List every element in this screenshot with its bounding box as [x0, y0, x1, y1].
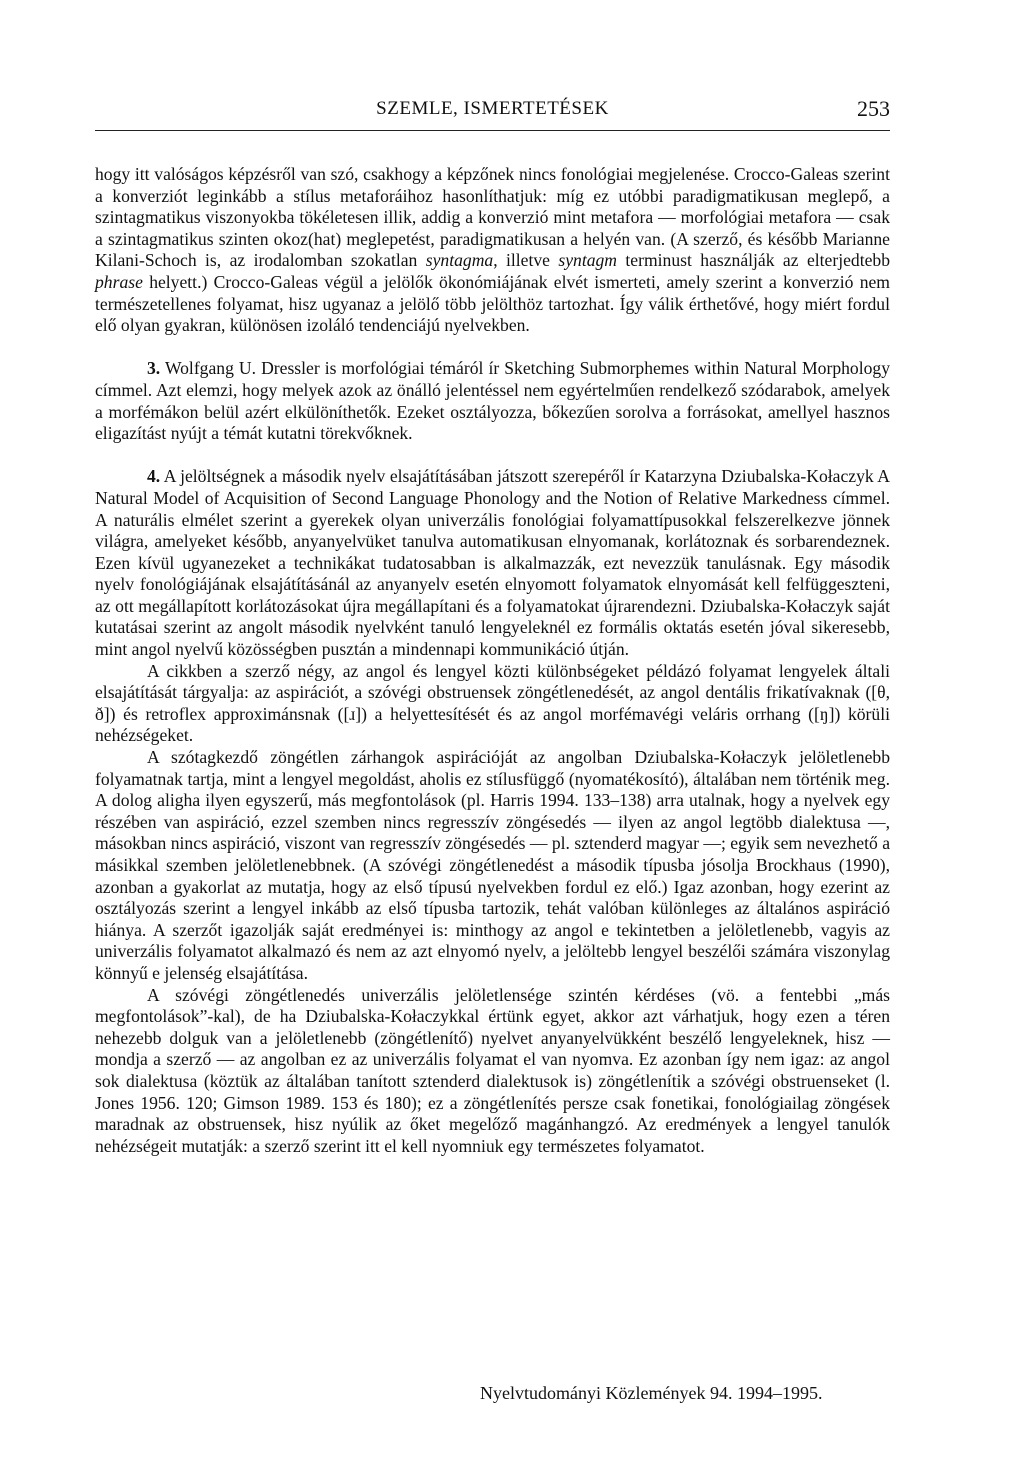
section-number: 4. [147, 466, 161, 487]
section-number: 3. [147, 358, 161, 379]
paragraph-section-4 [95, 466, 890, 660]
paragraph-text: terminust használják az elterjedtebb [617, 250, 890, 271]
page-number: 253 [857, 96, 890, 121]
paragraph-text: Wolfgang U. Dressler is morfológiai témáról ír Sketching Submorphemes within Natural Morphology címmel. Azt elemzi, hogy melyek azok az önálló jelentéssel nem egyértelműen rendelkező szódarabok, amelyek a morfémákon belül azért elkülöníthetők. Ezeket osztályozza, bőkezűen sorolva a forrásokat, amellyel hasznos eligazítást nyújt a témát kutatni törekvőknek. [95, 358, 890, 444]
article-body [95, 164, 890, 1157]
paragraph-section-3 [95, 358, 890, 444]
paragraph-text: , illetve [493, 250, 559, 271]
paragraph: A cikkben a szerző négy, az angol és lengyel közti különbségeket példázó folyamat lengyelek általi elsajátítását tárgyalja: az aspirációt, a szóvégi obstruensek zöngétlenedését, az angol dentális frikatívaknak ([θ, ð]) és retroflex approximánsnak ([ɹ]) a helyettesítését és az angol morfémavégi veláris orrhang ([ŋ]) körüli nehézségeket. [95, 660, 890, 746]
term-phrase: phrase [95, 271, 143, 292]
paragraph: A szótagkezdő zöngétlen zárhangok aspirációját az angolban Dziubalska-Kołaczyk jelöletlenebb folyamatnak tartja, mint a lengyel megoldást, aholis ez stílusfüggő (nyomatékosító), általában nem történik meg. A dolog aligha ilyen egyszerű, más megfontolások (pl. Harris 1994. 133–138) arra utalnak, hogy a nyelvek egy részében van aspiráció, ezzel szemben nincs regresszív zöngésedés — ilyen az angol legtöbb dialektusa —, másokban nincs aspiráció, viszont van regresszív zöngésedés — pl. sztenderd magyar —; egyik sem nevezhető a másikkal szemben jelöletlenebbnek. (A szóvégi zöngétlenedést a második típusba jósolja Brockhaus (1990), azonban a gyakorlat az mutatja, hogy az első típusú nyelvekben fordul ez elő.) Igaz azonban, hogy ezerint az osztályozás szerint a lengyel inkább az első típusba tartozik, tehát valóban különleges az általános aspiráció hiánya. A szerzőt igazolják saját eredményei is: minthogy az angol e tekintetben a jelöletlenebb, vagyis az univerzális folyamatot alkalmazó és nem az azt elnyomó nyelv, a jelöltebb lengyel beszélői számára viszonylag könnyű e jelenség elsajátítása. [95, 747, 890, 983]
term-syntagma: syntagma [425, 250, 494, 271]
running-head: SZEMLE, ISMERTETÉSEK [376, 98, 609, 119]
page-header [95, 96, 890, 131]
paragraph-text: A jelöltségnek a második nyelv elsajátításában játszott szerepéről ír Katarzyna Dziubalska-Kołaczyk A Natural Model of Acquisition of Second Language Phonology and the Notion of Relative Markedness címmel. A naturális elmélet szerint a gyerekek olyan univerzális fonológiai folyamattípusokkal felszerelkezve jönnek világra, amelyeket később, anyanyelvüket tanulva automatikusan elnyomanak, korlátoznak és sorbarendeznek. Ezen kívül ugyanezeket a technikákat tudatosabban is alkalmazzák, ezt nevezzük tanulásnak. Egy második nyelv fonológiájának elsajátításánál az anyanyelv esetén elnyomott folyamatok elnyomását kell felfüggeszteni, az ott megállapított korlátozásokat újra megállapítani és a folyamatokat újrarendezni. Dziubalska-Kołaczyk saját kutatásai szerint az angolt második nyelvként tanuló lengyeleknél ez formális oktatás esetén jóval sikeresebb, mint angol nyelvű közösségben pusztán a mindennapi kommunikáció útján. [95, 466, 890, 660]
paragraph-text: helyett.) Crocco-Galeas végül a jelölők ökonómiájának elvét ismerteti, amely szerint a konverzió nem természetellenes folyamat, hisz ugyanaz a jelölő több jelölthöz tartozhat. Így válik érthetővé, hogy miért fordul elő olyan gyakran, különösen izoláló tendenciájú nyelvekben. [95, 271, 890, 336]
journal-footer: Nyelvtudományi Közlemények 94. 1994–1995. [480, 1383, 823, 1403]
paragraph [95, 164, 890, 337]
paragraph: A szóvégi zöngétlenedés univerzális jelöletlensége szintén kérdéses (vö. a fentebbi „más megfontolások”-kal), de ha Dziubalska-Kołaczykkal értünk egyet, akkor azt várhatjuk, hogy ezen a téren nehezebb dolguk van a jelöletlenebb (zöngétlenítő) nyelvet anyanyelvükként beszélő lengyeleknek, hisz — mondja a szerző — az angolban ez az univerzális folyamat el van nyomva. Ez azonban így nem igaz: az angol sok dialektusa (köztük az általában tanított sztenderd dialektusok is) zöngétlenítik a szóvégi obstruenseket (l. Jones 1956. 120; Gimson 1989. 153 és 180); ez a zöngétlenítés persze csak fonetikai, fonológiailag zöngések maradnak az obstruensek, hisz nyúlik az őket megelőző magánhangzó. Az eredmények a lengyel tanulók nehézségeit mutatják: a szerző szerint itt el kell nyomniuk egy természetes folyamatot. [95, 984, 890, 1156]
term-syntagm: syntagm [558, 250, 618, 271]
paragraph-text: hogy itt valóságos képzésről van szó, csakhogy a képzőnek nincs fonológiai megjelenése. Crocco-Galeas szerint a konverziót leginkább a stílus metaforáihoz hasonlíthatjuk: míg ez utóbbi paradigmatikusan meglepő, a szintagmatikus viszonyokba tökéletesen illik, addig a konverzió mint metafora — morfológiai metafora — csak a szintagmatikus szinten okoz(hat) meglepetést, paradigmatikusan a helyén van. (A szerző, és később Marianne Kilani-Schoch is, az irodalomban szokatlan [95, 164, 890, 271]
